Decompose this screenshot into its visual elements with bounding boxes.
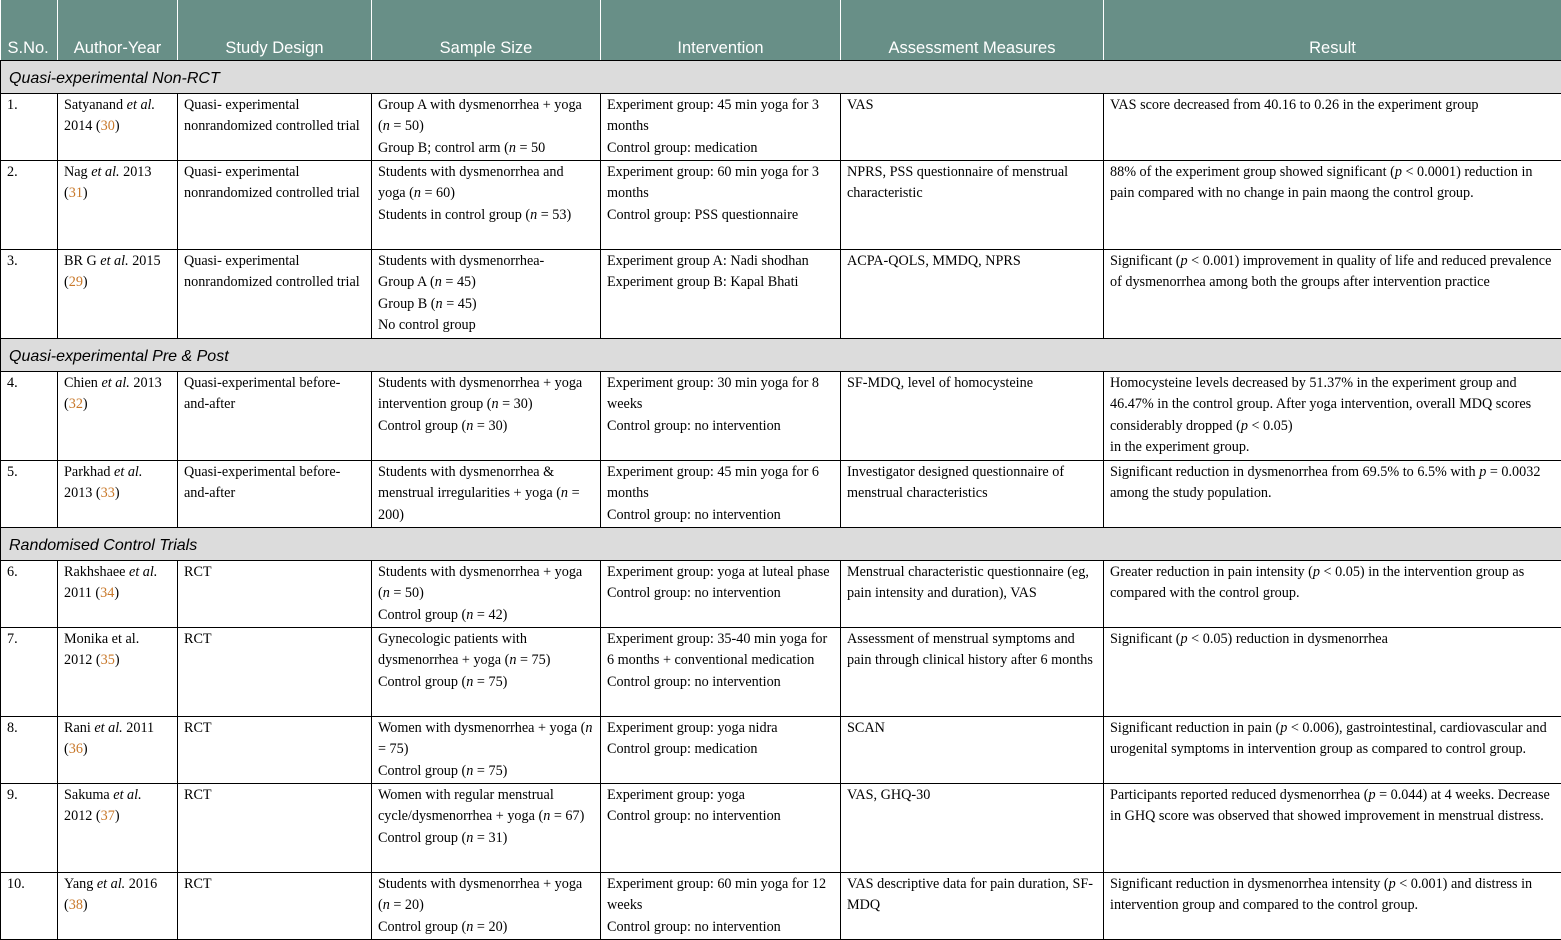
- sample-line: Control group (n = 42): [378, 605, 594, 626]
- reference-link[interactable]: 34: [100, 585, 114, 601]
- intervention-line: Experiment group B: Kapal Bhati: [607, 272, 834, 293]
- cell-assessment: Assessment of menstrual symptoms and pain through clinical history after 6 months: [841, 628, 1104, 717]
- cell-author-year: [58, 561, 178, 628]
- sample-line: No control group: [378, 315, 594, 336]
- cell-study-design: RCT: [178, 561, 372, 628]
- table-row: [1, 628, 1561, 717]
- intervention-line: Control group: no intervention: [607, 583, 834, 604]
- sample-line: Students with dysmenorrhea + yoga (n = 20): [378, 874, 594, 917]
- cell-study-design: RCT: [178, 873, 372, 940]
- cell-assessment: VAS, GHQ-30: [841, 784, 1104, 873]
- cell-study-design: Quasi- experimental nonrandomized controlled trial: [178, 94, 372, 161]
- author-name: Nag: [64, 164, 91, 180]
- author-etal: et al.: [91, 164, 119, 180]
- table-row: [1, 250, 1561, 339]
- author-etal: et al.: [127, 97, 155, 113]
- author-close: ): [115, 652, 120, 668]
- author-etal: et al.: [97, 876, 125, 892]
- intervention-line: Control group: no intervention: [607, 505, 834, 526]
- sample-line: Control group (n = 75): [378, 761, 594, 782]
- cell-intervention: [601, 461, 841, 528]
- header-intervention: Intervention: [601, 0, 841, 61]
- author-year: 2011 (: [64, 720, 154, 757]
- reference-link[interactable]: 33: [101, 485, 115, 501]
- result-text: VAS score decreased from 40.16 to 0.26 in the experiment group: [1110, 95, 1555, 116]
- reference-link[interactable]: 37: [101, 808, 115, 824]
- cell-sno: 7.: [1, 628, 58, 717]
- header-row: [1, 0, 1561, 61]
- sample-line: Students with dysmenorrhea + yoga intervention group (n = 30): [378, 373, 594, 416]
- intervention-line: Control group: no intervention: [607, 806, 834, 827]
- table-body: [1, 61, 1561, 940]
- cell-author-year: [58, 250, 178, 339]
- sample-line: Control group (n = 75): [378, 672, 594, 693]
- cell-result: [1104, 561, 1561, 628]
- author-close: ): [115, 485, 120, 501]
- author-year: 2014 (: [64, 118, 101, 134]
- cell-sample-size: [372, 717, 601, 784]
- cell-author-year: [58, 461, 178, 528]
- sample-line: Students in control group (n = 53): [378, 205, 594, 226]
- cell-sno: 5.: [1, 461, 58, 528]
- author-year: 2012 (: [64, 808, 101, 824]
- cell-sample-size: [372, 873, 601, 940]
- cell-author-year: [58, 161, 178, 250]
- cell-result: [1104, 94, 1561, 161]
- sample-line: Control group (n = 30): [378, 416, 594, 437]
- header-sno: S.No.: [1, 0, 58, 61]
- author-year: 2011 (: [64, 585, 100, 601]
- table-row: [1, 372, 1561, 461]
- intervention-line: Control group: PSS questionnaire: [607, 205, 834, 226]
- sample-line: Control group (n = 20): [378, 917, 594, 938]
- sample-line: Students with dysmenorrhea + yoga (n = 50): [378, 562, 594, 605]
- author-year: 2013 (: [64, 164, 151, 201]
- cell-sno: 2.: [1, 161, 58, 250]
- result-text: Homocysteine levels decreased by 51.37% in the experiment group and 46.47% in the control group. After yoga intervention, overall MDQ scores considerably dropped (p < 0.05): [1110, 373, 1555, 437]
- cell-assessment: SF-MDQ, level of homocysteine: [841, 372, 1104, 461]
- cell-result: [1104, 784, 1561, 873]
- intervention-line: Experiment group: yoga nidra: [607, 718, 834, 739]
- cell-result: [1104, 628, 1561, 717]
- cell-sno: 6.: [1, 561, 58, 628]
- author-year: 2013 (: [64, 485, 101, 501]
- cell-sample-size: [372, 161, 601, 250]
- cell-intervention: [601, 873, 841, 940]
- cell-sample-size: [372, 372, 601, 461]
- cell-intervention: [601, 628, 841, 717]
- reference-link[interactable]: 31: [69, 185, 83, 201]
- header-assessment-measures: Assessment Measures: [841, 0, 1104, 61]
- table-row: [1, 561, 1561, 628]
- intervention-line: Experiment group: 60 min yoga for 12 weeks: [607, 874, 834, 917]
- cell-intervention: [601, 784, 841, 873]
- cell-assessment: ACPA-QOLS, MMDQ, NPRS: [841, 250, 1104, 339]
- cell-author-year: [58, 717, 178, 784]
- intervention-line: Control group: no intervention: [607, 917, 834, 938]
- intervention-line: Experiment group: 30 min yoga for 8 weeks: [607, 373, 834, 416]
- sample-line: Students with dysmenorrhea & menstrual irregularities + yoga (n = 200): [378, 462, 594, 526]
- cell-result: [1104, 372, 1561, 461]
- cell-author-year: [58, 372, 178, 461]
- intervention-line: Experiment group: 45 min yoga for 6 months: [607, 462, 834, 505]
- cell-assessment: Investigator designed questionnaire of menstrual characteristics: [841, 461, 1104, 528]
- author-year: 2015 (: [64, 253, 161, 290]
- sample-line: Group A with dysmenorrhea + yoga (n = 50): [378, 95, 594, 138]
- author-year: 2016 (: [64, 876, 157, 913]
- author-close: ): [83, 741, 88, 757]
- cell-sno: 8.: [1, 717, 58, 784]
- sample-line: Women with regular menstrual cycle/dysmenorrhea + yoga (n = 67): [378, 785, 594, 828]
- author-name: Parkhad: [64, 464, 114, 480]
- author-close: ): [83, 274, 88, 290]
- intervention-line: Control group: medication: [607, 739, 834, 760]
- table-row: [1, 94, 1561, 161]
- result-text: Significant (p < 0.001) improvement in quality of life and reduced prevalence of dysmenorrhea among both the groups after intervention practice: [1110, 251, 1555, 294]
- header-sample-size: Sample Size: [372, 0, 601, 61]
- sample-line: Students with dysmenorrhea and yoga (n = 60): [378, 162, 594, 205]
- header-author-year: Author-Year: [58, 0, 178, 61]
- table-row: [1, 717, 1561, 784]
- author-close: ): [83, 185, 88, 201]
- author-etal: et al.: [114, 464, 142, 480]
- table-row: [1, 873, 1561, 940]
- cell-intervention: [601, 561, 841, 628]
- cell-study-design: RCT: [178, 784, 372, 873]
- section-title: Quasi-experimental Pre & Post: [1, 339, 1561, 372]
- intervention-line: Experiment group: 45 min yoga for 3 months: [607, 95, 834, 138]
- intervention-line: Experiment group A: Nadi shodhan: [607, 251, 834, 272]
- author-close: ): [115, 118, 120, 134]
- section-title: Randomised Control Trials: [1, 528, 1561, 561]
- author-name: Rakhshaee: [64, 564, 129, 580]
- author-name: Chien: [64, 375, 101, 391]
- intervention-line: Control group: no intervention: [607, 416, 834, 437]
- author-name: Monika et al.: [64, 631, 139, 647]
- cell-assessment: VAS: [841, 94, 1104, 161]
- cell-study-design: Quasi- experimental nonrandomized controlled trial: [178, 161, 372, 250]
- header-result: Result: [1104, 0, 1561, 61]
- author-etal: et al.: [129, 564, 157, 580]
- cell-intervention: [601, 250, 841, 339]
- author-etal: et al.: [94, 720, 122, 736]
- result-text: in the experiment group.: [1110, 437, 1555, 458]
- reference-link[interactable]: 30: [101, 118, 115, 134]
- section-title: Quasi-experimental Non-RCT: [1, 61, 1561, 94]
- table-row: [1, 461, 1561, 528]
- intervention-line: Control group: no intervention: [607, 672, 834, 693]
- sample-line: Group B (n = 45): [378, 294, 594, 315]
- intervention-line: Experiment group: yoga: [607, 785, 834, 806]
- author-name: Sakuma: [64, 787, 113, 803]
- cell-author-year: [58, 784, 178, 873]
- cell-study-design: Quasi- experimental nonrandomized controlled trial: [178, 250, 372, 339]
- author-name: Rani: [64, 720, 94, 736]
- author-close: ): [83, 396, 88, 412]
- cell-sample-size: [372, 250, 601, 339]
- cell-author-year: [58, 873, 178, 940]
- cell-result: [1104, 717, 1561, 784]
- cell-assessment: VAS descriptive data for pain duration, SF-MDQ: [841, 873, 1104, 940]
- cell-study-design: RCT: [178, 628, 372, 717]
- cell-study-design: Quasi-experimental before-and-after: [178, 372, 372, 461]
- author-close: ): [114, 585, 119, 601]
- reference-link[interactable]: 36: [69, 741, 83, 757]
- author-close: ): [115, 808, 120, 824]
- result-text: Significant reduction in dysmenorrhea from 69.5% to 6.5% with p = 0.0032 among the study population.: [1110, 462, 1555, 505]
- cell-assessment: SCAN: [841, 717, 1104, 784]
- result-text: Significant (p < 0.05) reduction in dysmenorrhea: [1110, 629, 1555, 650]
- reference-link[interactable]: 35: [101, 652, 115, 668]
- header-study-design: Study Design: [178, 0, 372, 61]
- sample-line: Group B; control arm (n = 50: [378, 138, 594, 159]
- cell-author-year: [58, 628, 178, 717]
- section-row: [1, 528, 1561, 561]
- cell-study-design: RCT: [178, 717, 372, 784]
- cell-sno: 9.: [1, 784, 58, 873]
- author-name: Satyanand: [64, 97, 127, 113]
- cell-sample-size: [372, 94, 601, 161]
- reference-link[interactable]: 29: [69, 274, 83, 290]
- cell-sample-size: [372, 461, 601, 528]
- cell-sno: 4.: [1, 372, 58, 461]
- cell-study-design: Quasi-experimental before-and-after: [178, 461, 372, 528]
- cell-sample-size: [372, 784, 601, 873]
- cell-sample-size: [372, 628, 601, 717]
- author-etal: et al.: [113, 787, 141, 803]
- cell-result: [1104, 461, 1561, 528]
- result-text: 88% of the experiment group showed significant (p < 0.0001) reduction in pain compared with no change in pain maong the control group.: [1110, 162, 1555, 205]
- author-close: ): [83, 897, 88, 913]
- intervention-line: Experiment group: yoga at luteal phase: [607, 562, 834, 583]
- author-etal: et al.: [101, 375, 129, 391]
- author-name: BR G: [64, 253, 100, 269]
- result-text: Significant reduction in dysmenorrhea intensity (p < 0.001) and distress in intervention group and compared to the control group.: [1110, 874, 1555, 917]
- cell-intervention: [601, 372, 841, 461]
- cell-result: [1104, 161, 1561, 250]
- sample-line: Students with dysmenorrhea-: [378, 251, 594, 272]
- table-row: [1, 161, 1561, 250]
- section-row: [1, 339, 1561, 372]
- cell-sno: 1.: [1, 94, 58, 161]
- author-year: 2013 (: [64, 375, 162, 412]
- author-etal: et al.: [100, 253, 128, 269]
- cell-sno: 10.: [1, 873, 58, 940]
- cell-intervention: [601, 717, 841, 784]
- cell-assessment: NPRS, PSS questionnaire of menstrual characteristic: [841, 161, 1104, 250]
- cell-result: [1104, 250, 1561, 339]
- cell-author-year: [58, 94, 178, 161]
- intervention-line: Experiment group: 35-40 min yoga for 6 months + conventional medication: [607, 629, 834, 672]
- result-text: Greater reduction in pain intensity (p < 0.05) in the intervention group as compared with the control group.: [1110, 562, 1555, 605]
- result-text: Participants reported reduced dysmenorrhea (p = 0.044) at 4 weeks. Decrease in GHQ score was observed that showed improvement in menstrual distress.: [1110, 785, 1555, 828]
- cell-sample-size: [372, 561, 601, 628]
- sample-line: Control group (n = 31): [378, 828, 594, 849]
- author-year: 2012 (: [64, 652, 101, 668]
- intervention-line: Control group: medication: [607, 138, 834, 159]
- result-text: Significant reduction in pain (p < 0.006), gastrointestinal, cardiovascular and urogenital symptoms in intervention group as compared to control group.: [1110, 718, 1555, 761]
- reference-link[interactable]: 32: [69, 396, 83, 412]
- cell-intervention: [601, 94, 841, 161]
- reference-link[interactable]: 38: [69, 897, 83, 913]
- sample-line: Gynecologic patients with dysmenorrhea + yoga (n = 75): [378, 629, 594, 672]
- table-row: [1, 784, 1561, 873]
- author-name: Yang: [64, 876, 97, 892]
- cell-assessment: Menstrual characteristic questionnaire (eg, pain intensity and duration), VAS: [841, 561, 1104, 628]
- cell-result: [1104, 873, 1561, 940]
- section-row: [1, 61, 1561, 94]
- cell-sno: 3.: [1, 250, 58, 339]
- cell-intervention: [601, 161, 841, 250]
- sample-line: Group A (n = 45): [378, 272, 594, 293]
- intervention-line: Experiment group: 60 min yoga for 3 months: [607, 162, 834, 205]
- sample-line: Women with dysmenorrhea + yoga (n = 75): [378, 718, 594, 761]
